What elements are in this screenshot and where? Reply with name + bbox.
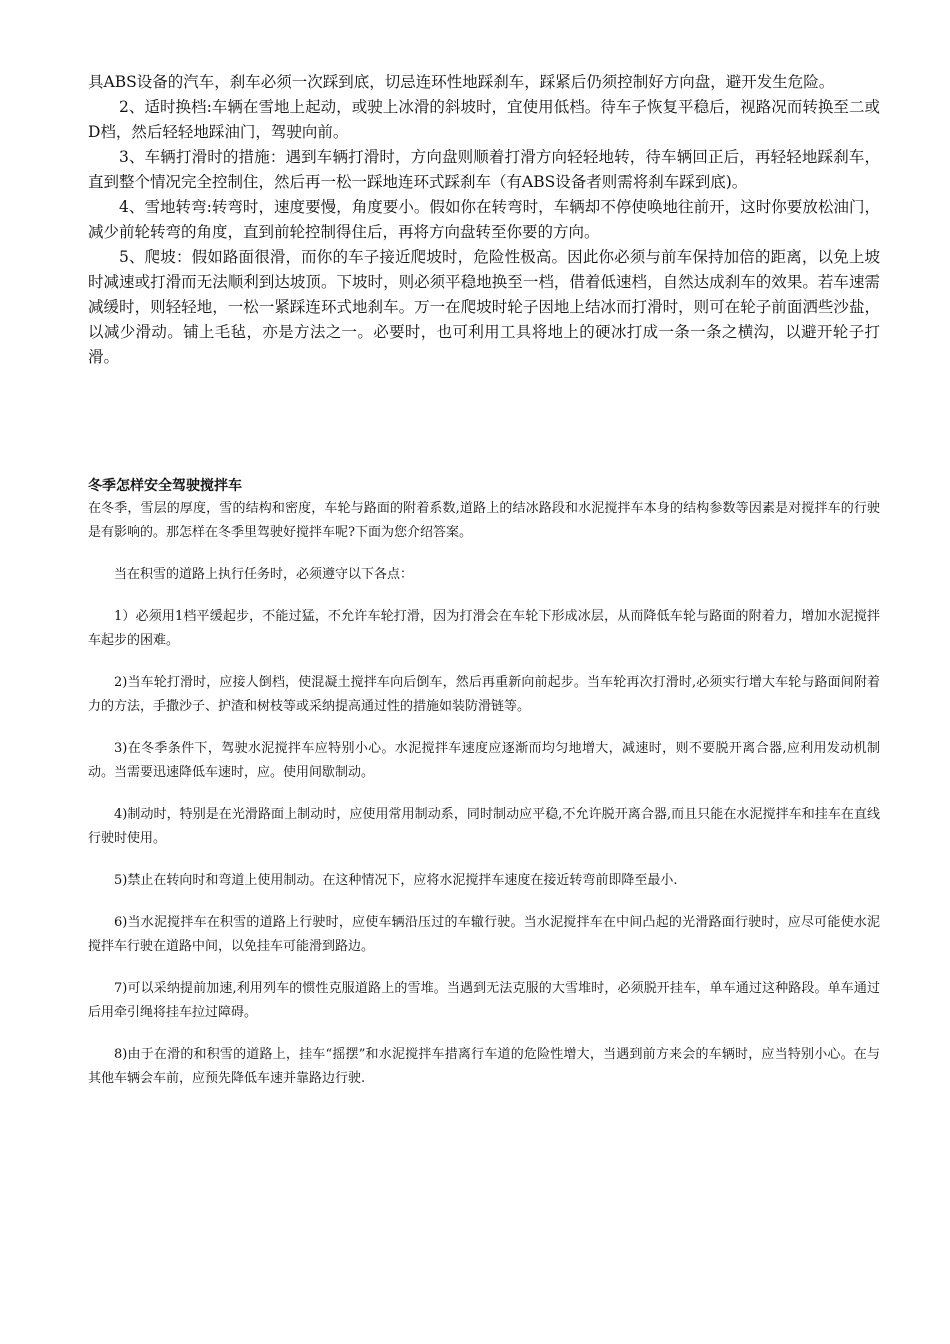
list-item: 5)禁止在转向时和弯道上使用制动。在这种情况下，应将水泥搅拌车速度在接近转弯前即降至最小. — [114, 873, 678, 888]
list-item: 7)可以采纳提前加速,利用列车的惯性克服道路上的雪堆。当遇到无法克服的大雪堆时，必须脱开挂车，单车通过这种路段。单车通过后用牵引绳将挂车拉过障碍。 — [88, 981, 880, 1020]
section-spacer — [88, 370, 880, 475]
list-item: 3)在冬季条件下，驾驶水泥搅拌车应特别小心。水泥搅拌车速度应逐渐而均匀地增大，减速时，则不要脱开离合器,应利用发动机制动。当需要迅速降低车速时，应。使用间歇制动。 — [88, 741, 880, 780]
article-intro: 在冬季，雪层的厚度，雪的结构和密度，车轮与路面的附着系数,道路上的结冰路段和水泥搅拌车本身的结构参数等因素是对搅拌车的行驶是有影响的。那怎样在冬季里驾驶好搅拌车呢?下面为您介绍答案。 — [88, 501, 880, 540]
driving-tips-section — [88, 70, 880, 370]
tip-paragraph-skid: 3、车辆打滑时的措施：遇到车辆打滑时，方向盘则顺着打滑方向轻轻地转，待车辆回正后，再轻轻地踩刹车，直到整个情况完全控制住，然后再一松一踩地连环式踩刹车（有ABS设备者则需将刹车踩到底)。 — [88, 148, 880, 191]
article-lead: 当在积雪的道路上执行任务时，必须遵守以下各点： — [114, 567, 414, 582]
list-item: 1）必须用1档平缓起步，不能过猛，不允许车轮打滑，因为打滑会在车轮下形成冰层，从而降低车轮与路面的附着力，增加水泥搅拌车起步的困难。 — [88, 609, 880, 648]
list-item: 6)当水泥搅拌车在积雪的道路上行驶时，应使车辆沿压过的车辙行驶。当水泥搅拌车在中间凸起的光滑路面行驶时，应尽可能使水泥搅拌车行驶在道路中间，以免挂车可能滑到路边。 — [88, 915, 880, 954]
tip-paragraph-slope: 5、爬坡：假如路面很滑，而你的车子接近爬坡时，危险性极高。因此你必须与前车保持加倍的距离，以免上坡时减速或打滑而无法顺利到达坡顶。下坡时，则必须平稳地换至一档，借着低速档，自然达成刹车的效果。若车速需减缓时，则轻轻地，一松一紧踩连环式地刹车。万一在爬坡时轮子因地上结冰而打滑时，则可在轮子前面洒些沙盐，以减少滑动。铺上毛毡，亦是方法之一。必要时，也可利用工具将地上的硬冰打成一条一条之横沟，以避开轮子打滑。 — [88, 248, 880, 366]
mixer-article-section — [88, 475, 880, 1091]
list-item: 2)当车轮打滑时，应接人倒档，使混凝土搅拌车向后倒车，然后再重新向前起步。当车轮再次打滑时,必须实行增大车轮与路面间附着力的方法，手撒沙子、护渣和树枝等或采纳提高通过性的措施如装防滑链等。 — [88, 675, 880, 714]
tip-paragraph-gear: 2、适时换档:车辆在雪地上起动，或驶上冰滑的斜坡时，宜使用低档。待车子恢复平稳后，视路况而转换至二或D档，然后轻轻地踩油门，驾驶向前。 — [88, 98, 880, 141]
continued-paragraph: 具ABS设备的汽车，刹车必须一次踩到底，切忌连环性地踩刹车，踩紧后仍须控制好方向盘，避开发生危险。 — [88, 73, 835, 91]
tip-paragraph-turning: 4、雪地转弯:转弯时，速度要慢，角度要小。假如你在转弯时，车辆却不停使唤地往前开，这时你要放松油门，减少前轮转弯的角度，直到前轮控制得住后，再将方向盘转至你要的方向。 — [88, 198, 880, 241]
article-title: 冬季怎样安全驾驶搅拌车 — [88, 478, 242, 494]
list-item: 8)由于在滑的和积雪的道路上，挂车“摇摆”和水泥搅拌车措离行车道的危险性增大，当遇到前方来会的车辆时，应当特别小心。在与其他车辆会车前，应预先降低车速并靠路边行驶. — [88, 1047, 880, 1086]
document-page — [88, 70, 880, 1109]
list-item: 4)制动时，特别是在光滑路面上制动时，应使用常用制动系，同时制动应平稳,不允许脱开离合器,而且只能在水泥搅拌车和挂车在直线行驶时使用。 — [88, 807, 880, 846]
